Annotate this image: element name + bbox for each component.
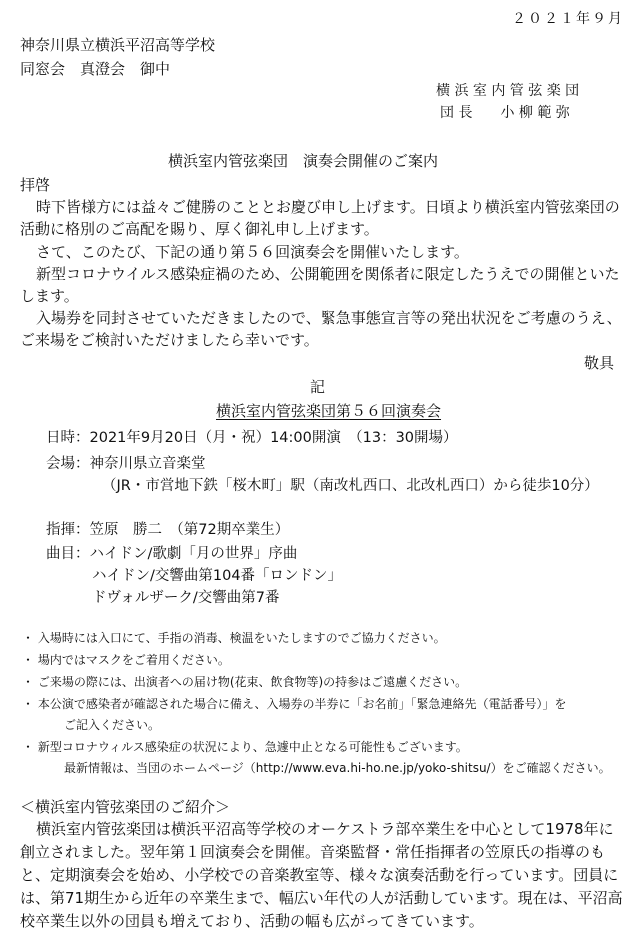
- body-paragraph-3-line-2: します。: [20, 287, 79, 305]
- note-item: ・ 新型コロナウィルス感染症の状況により、急遽中止となる可能性もございます。: [22, 740, 468, 754]
- body-paragraph-4-line-2: ご来場をご検討いただけましたら幸いです。: [20, 331, 319, 349]
- letter-title: 横浜室内管弦楽団 演奏会開催のご案内: [168, 152, 439, 170]
- program-item-3: ドヴォルザーク/交響曲第7番: [92, 590, 280, 606]
- opening-greeting: 拝啓: [20, 176, 51, 194]
- note-item: ・ 場内ではマスクをご着用ください。: [22, 653, 230, 667]
- concert-title: 横浜室内管弦楽団第５６回演奏会: [216, 402, 442, 420]
- note-item: ・ 本公演で感染者が確認された場合に備え、入場券の半券に「お名前」「緊急連絡先（電話番号）」を: [22, 697, 567, 711]
- recipient-group: 同窓会 真澄会 御中: [20, 60, 171, 78]
- program-item-2: ハイドン/交響曲第104番「ロンドン」: [92, 568, 343, 584]
- recipient-school: 神奈川県立横浜平沼高等学校: [20, 36, 216, 54]
- intro-line: は、第71期生から近年の卒業生まで、幅広い年代の人が活動しています。現在は、平沼高: [20, 889, 623, 907]
- note-item-continuation: ご記入ください。: [64, 718, 161, 732]
- note-item: ・ 入場時には入口にて、手指の消毒、検温をいたしますのでご協力ください。: [22, 631, 446, 645]
- sender-org: 横 浜 室 内 管 弦 楽 団: [436, 83, 580, 99]
- body-paragraph-1-line-1: 時下皆様方には益々ご健勝のこととお慶び申し上げます。日頃より横浜室内管弦楽団の: [36, 198, 620, 216]
- concert-venue: 会場：神奈川県立音楽堂: [46, 456, 206, 472]
- closing-salutation: 敬具: [584, 354, 615, 372]
- intro-line: 校卒業生以外の団員も増えており、活動の幅も広がってきています。: [20, 912, 484, 930]
- ki-marker: 記: [310, 378, 326, 396]
- intro-line: 創立されました。翌年第１回演奏会を開催。音楽監督・常任指揮者の笠原氏の指導のも: [20, 843, 606, 861]
- program-item-1: 曲目：ハイドン/歌劇「月の世界」序曲: [46, 546, 298, 562]
- letter-date: ２０２１年９月: [512, 11, 624, 27]
- sender-name: 団 長 小 柳 範 弥: [440, 105, 570, 121]
- intro-heading: ＜横浜室内管弦楽団のご紹介＞: [20, 798, 231, 816]
- conductor: 指揮：笠原 勝二 （第72期卒業生）: [46, 522, 290, 538]
- note-item: ・ ご来場の際には、出演者への届け物(花束、飲食物等)の持参はご遠慮ください。: [22, 675, 468, 689]
- body-paragraph-3-line-1: 新型コロナウイルス感染症禍のため、公開範囲を関係者に限定したうえでの開催といた: [36, 265, 620, 283]
- body-paragraph-2: さて、このたび、下記の通り第５６回演奏会を開催いたします。: [36, 243, 469, 261]
- body-paragraph-1-line-2: 活動に格別のご高配を賜り、厚く御礼申し上げます。: [20, 220, 379, 238]
- intro-line: 横浜室内管弦楽団は横浜平沼高等学校のオーケストラ部卒業生を中心として1978年に: [36, 820, 614, 838]
- intro-line: と、定期演奏会を始め、小学校での音楽教室等、様々な演奏活動を行っています。団員に: [20, 866, 619, 884]
- concert-datetime: 日時：2021年9月20日（月・祝）14:00開演 （13：30開場）: [46, 430, 458, 446]
- venue-access: （JR・市営地下鉄「桜木町」駅（南改札西口、北改札西口）から徒歩10分）: [102, 478, 599, 494]
- body-paragraph-4-line-1: 入場券を同封させていただきましたので、緊急事態宣言等の発出状況をご考慮のうえ、: [36, 309, 622, 327]
- note-item-continuation: 最新情報は、当団のホームページ（http://www.eva.hi-ho.ne.jp/yoko-shitsu/）をご確認ください。: [64, 761, 611, 775]
